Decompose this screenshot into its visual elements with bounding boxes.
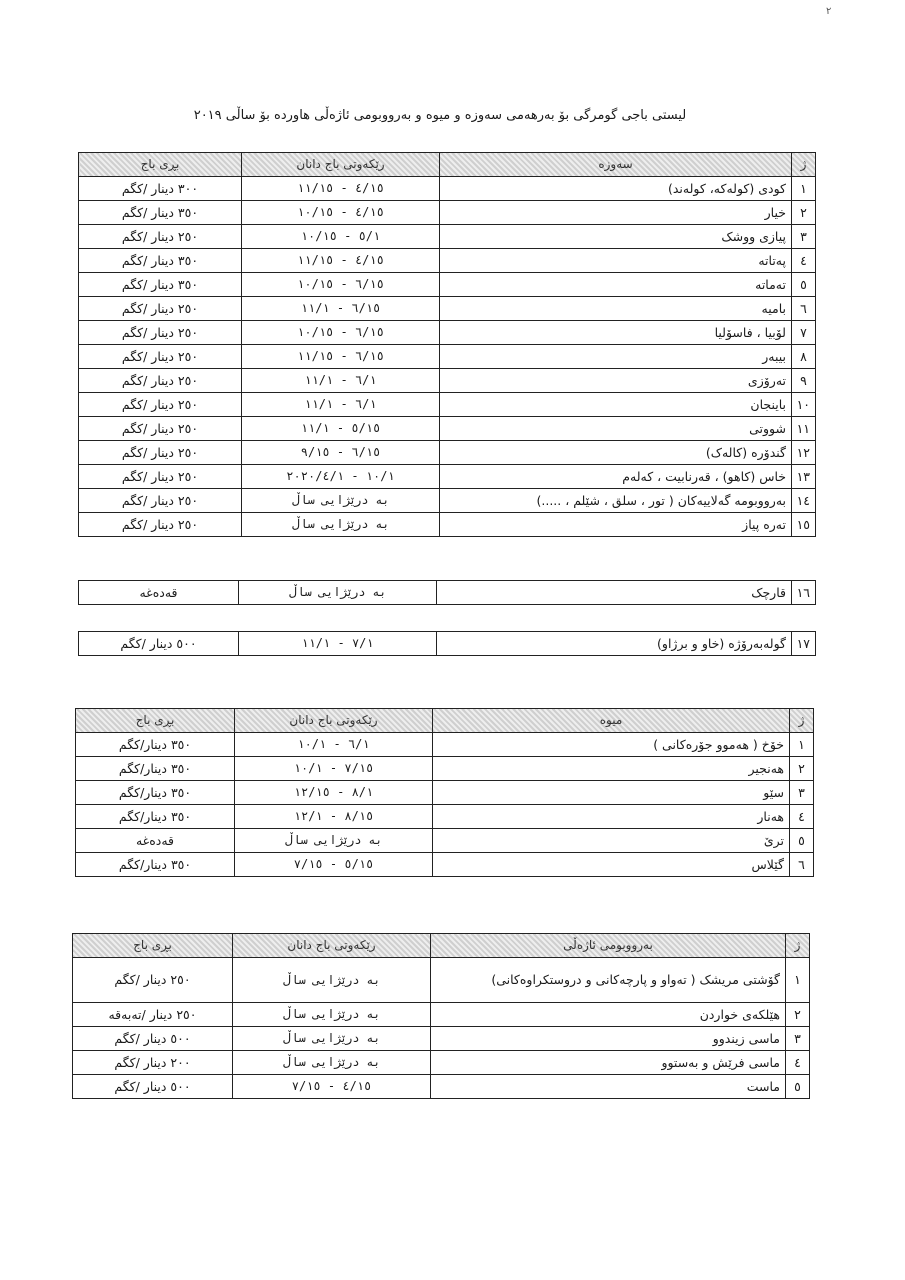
row-name: باینجان: [440, 393, 792, 417]
sunflower-table: [78, 631, 816, 656]
row-num: ٣: [792, 225, 816, 249]
row-num: ٥: [786, 1075, 810, 1099]
mushroom-table: [78, 580, 816, 605]
row-num: ١: [790, 733, 814, 757]
table-row: [79, 417, 816, 441]
row-period: بە درێژایی ساڵ: [239, 581, 437, 605]
header-num: ژ: [792, 153, 816, 177]
row-period: ٦/١ - ١٠/١: [235, 733, 433, 757]
row-num: ٦: [790, 853, 814, 877]
row-period: ٦/١٥ - ٩/١٥: [242, 441, 440, 465]
row-name: پەتاتە: [440, 249, 792, 273]
header-num: ژ: [790, 709, 814, 733]
table-row: [73, 1027, 810, 1051]
row-num: ١: [792, 177, 816, 201]
table-row: [79, 177, 816, 201]
row-rate: ٢٥٠ دینار /کگم: [79, 321, 242, 345]
row-rate: ٢٥٠ دینار /کگم: [79, 393, 242, 417]
row-num: ١١: [792, 417, 816, 441]
row-name: کودی (کولەکە، کولەند): [440, 177, 792, 201]
row-period: ٦/١ - ١١/١: [242, 393, 440, 417]
vegetables-table: [78, 152, 816, 537]
row-num: ٢: [792, 201, 816, 225]
row-period: ٦/١٥ - ١٠/١٥: [242, 273, 440, 297]
row-num: ١٥: [792, 513, 816, 537]
row-num: ٧: [792, 321, 816, 345]
row-period: ٤/١٥ - ١١/١٥: [242, 249, 440, 273]
row-period: ٦/١٥ - ١١/١: [242, 297, 440, 321]
row-period: ٨/١ - ١٢/١٥: [235, 781, 433, 805]
row-period: بە درێژایی ساڵ: [233, 1027, 431, 1051]
table-row: [79, 393, 816, 417]
table-row: [73, 1051, 810, 1075]
table-row: [79, 465, 816, 489]
fruits-body: [76, 733, 814, 877]
row-name: پیازی ووشک: [440, 225, 792, 249]
row-rate: ٢٥٠ دینار /کگم: [79, 441, 242, 465]
row-rate: ٣٥٠ دینار /کگم: [79, 249, 242, 273]
row-rate: ٣٠٠ دینار /کگم: [79, 177, 242, 201]
row-name: تەرە پیاز: [440, 513, 792, 537]
row-num: ٨: [792, 345, 816, 369]
table-row: [79, 297, 816, 321]
row-num: ٢: [790, 757, 814, 781]
row-name: سێو: [433, 781, 790, 805]
page-mark: ٢: [826, 6, 832, 17]
vegetables-body: [79, 177, 816, 537]
table-header-row: [73, 934, 810, 958]
table-row: [79, 321, 816, 345]
row-num: ١٦: [792, 581, 816, 605]
row-num: ١٠: [792, 393, 816, 417]
animal-body: [73, 958, 810, 1099]
header-period: رێکەوتی باج دانان: [235, 709, 433, 733]
table-row: [76, 853, 814, 877]
row-period: ٤/١٥ - ١٠/١٥: [242, 201, 440, 225]
row-rate: ٣٥٠ دینار/کگم: [76, 853, 235, 877]
row-name: تەماتە: [440, 273, 792, 297]
row-period: ٦/١٥ - ١٠/١٥: [242, 321, 440, 345]
row-rate: ٢٥٠ دینار /کگم: [79, 417, 242, 441]
row-num: ٤: [786, 1051, 810, 1075]
table-row: [73, 1003, 810, 1027]
row-period: ٦/١٥ - ١١/١٥: [242, 345, 440, 369]
table-row: [76, 829, 814, 853]
row-rate: ٢٥٠ دینار /کگم: [79, 513, 242, 537]
row-period: ٤/١٥ - ١١/١٥: [242, 177, 440, 201]
row-name: هەنجیر: [433, 757, 790, 781]
row-rate: ٢٥٠ دینار /کگم: [79, 225, 242, 249]
row-num: ١٣: [792, 465, 816, 489]
header-num: ژ: [786, 934, 810, 958]
header-name: میوە: [433, 709, 790, 733]
table-header-row: [79, 153, 816, 177]
row-rate: ٢٥٠ دینار /کگم: [79, 465, 242, 489]
header-rate: بڕی باج: [79, 153, 242, 177]
row-name: گێلاس: [433, 853, 790, 877]
row-period: ١٠/١ - ٢٠٢٠/٤/١: [242, 465, 440, 489]
page-title: لیستی باجی گومرگی بۆ بەرهەمی سەوزە و میوە و بەرووبومی ئاژەڵی هاوردە بۆ ساڵی ٢٠١٩: [193, 108, 687, 123]
header-period: رێکەوتی باج دانان: [233, 934, 431, 958]
row-rate: ٥٠٠ دینار /کگم: [79, 632, 239, 656]
row-num: ٥: [792, 273, 816, 297]
row-name: ترێ: [433, 829, 790, 853]
row-num: ١٤: [792, 489, 816, 513]
row-name: خاس (کاهو) ، قەرنابیت ، کەلەم: [440, 465, 792, 489]
row-num: ٥: [790, 829, 814, 853]
header-rate: بڕی باج: [76, 709, 235, 733]
table-row: [79, 632, 816, 656]
row-name: گۆشتی مریشک ( تەواو و پارچەکانی و دروستکراوەکانی): [431, 958, 786, 1003]
row-period: ٧/١٥ - ١٠/١: [235, 757, 433, 781]
row-period: ٥/١٥ - ١١/١: [242, 417, 440, 441]
row-name: ماست: [431, 1075, 786, 1099]
row-rate: ٢٥٠ دینار /کگم: [73, 958, 233, 1003]
table-row: [79, 581, 816, 605]
row-rate: ٢٠٠ دینار /کگم: [73, 1051, 233, 1075]
row-name: خۆخ ( هەموو جۆرەکانی ): [433, 733, 790, 757]
row-name: گولەبەرۆژە (خاو و برژاو): [437, 632, 792, 656]
row-num: ٤: [790, 805, 814, 829]
row-period: بە درێژایی ساڵ: [242, 513, 440, 537]
header-name: بەرووبومی ئاژەڵی: [431, 934, 786, 958]
row-period: بە درێژایی ساڵ: [233, 958, 431, 1003]
table-row: [79, 225, 816, 249]
row-rate: قەدەغە: [79, 581, 239, 605]
row-name: تەرۆزی: [440, 369, 792, 393]
table-row: [73, 958, 810, 1003]
header-period: رێکەوتی باج دانان: [242, 153, 440, 177]
table-row: [79, 441, 816, 465]
row-num: ٩: [792, 369, 816, 393]
row-num: ٢: [786, 1003, 810, 1027]
table-row: [76, 781, 814, 805]
row-rate: ٢٥٠ دینار /کگم: [79, 345, 242, 369]
table-row: [73, 1075, 810, 1099]
fruits-table: [75, 708, 814, 877]
table-header-row: [76, 709, 814, 733]
row-name: بیبەر: [440, 345, 792, 369]
row-rate: ٣٥٠ دینار/کگم: [76, 805, 235, 829]
row-period: بە درێژایی ساڵ: [242, 489, 440, 513]
row-name: خیار: [440, 201, 792, 225]
row-period: ٧/١ - ١١/١: [239, 632, 437, 656]
row-period: بە درێژایی ساڵ: [235, 829, 433, 853]
table-row: [79, 345, 816, 369]
row-rate: ٥٠٠ دینار /کگم: [73, 1027, 233, 1051]
row-num: ١: [786, 958, 810, 1003]
row-name: لۆبیا ، فاسۆلیا: [440, 321, 792, 345]
row-name: بامیە: [440, 297, 792, 321]
row-name: هەنار: [433, 805, 790, 829]
row-name: ماسی زیندوو: [431, 1027, 786, 1051]
row-rate: ٣٥٠ دینار/کگم: [76, 757, 235, 781]
row-rate: قەدەغە: [76, 829, 235, 853]
row-name: هێلکەی خواردن: [431, 1003, 786, 1027]
row-rate: ٢٥٠ دینار /تەبەقە: [73, 1003, 233, 1027]
row-period: بە درێژایی ساڵ: [233, 1003, 431, 1027]
table-row: [76, 733, 814, 757]
table-row: [79, 249, 816, 273]
row-name: بەرووبومە گەلاییەکان ( تور ، سلق ، شێلم ، .....): [440, 489, 792, 513]
row-rate: ٢٥٠ دینار /کگم: [79, 369, 242, 393]
animal-table: [72, 933, 810, 1099]
row-rate: ٣٥٠ دینار/کگم: [76, 781, 235, 805]
row-period: ٥/١ - ١٠/١٥: [242, 225, 440, 249]
row-period: بە درێژایی ساڵ: [233, 1051, 431, 1075]
row-num: ٣: [786, 1027, 810, 1051]
row-rate: ٣٥٠ دینار/کگم: [76, 733, 235, 757]
row-name: گندۆرە (کالەک): [440, 441, 792, 465]
row-period: ٥/١٥ - ٧/١٥: [235, 853, 433, 877]
row-period: ٦/١ - ١١/١: [242, 369, 440, 393]
row-name: قارچک: [437, 581, 792, 605]
row-rate: ٥٠٠ دینار /کگم: [73, 1075, 233, 1099]
row-name: ماسی فرێش و بەستوو: [431, 1051, 786, 1075]
row-rate: ٣٥٠ دینار /کگم: [79, 273, 242, 297]
row-rate: ٣٥٠ دینار /کگم: [79, 201, 242, 225]
table-row: [79, 201, 816, 225]
row-num: ١٢: [792, 441, 816, 465]
row-num: ١٧: [792, 632, 816, 656]
row-num: ٣: [790, 781, 814, 805]
table-row: [76, 805, 814, 829]
table-row: [79, 273, 816, 297]
row-num: ٦: [792, 297, 816, 321]
table-row: [79, 369, 816, 393]
table-row: [76, 757, 814, 781]
table-row: [79, 489, 816, 513]
header-name: سەوزە: [440, 153, 792, 177]
row-period: ٤/١٥ - ٧/١٥: [233, 1075, 431, 1099]
row-rate: ٢٥٠ دینار /کگم: [79, 297, 242, 321]
row-period: ٨/١٥ - ١٢/١: [235, 805, 433, 829]
row-name: شووتی: [440, 417, 792, 441]
row-rate: ٢٥٠ دینار /کگم: [79, 489, 242, 513]
table-row: [79, 513, 816, 537]
row-num: ٤: [792, 249, 816, 273]
header-rate: بڕی باج: [73, 934, 233, 958]
